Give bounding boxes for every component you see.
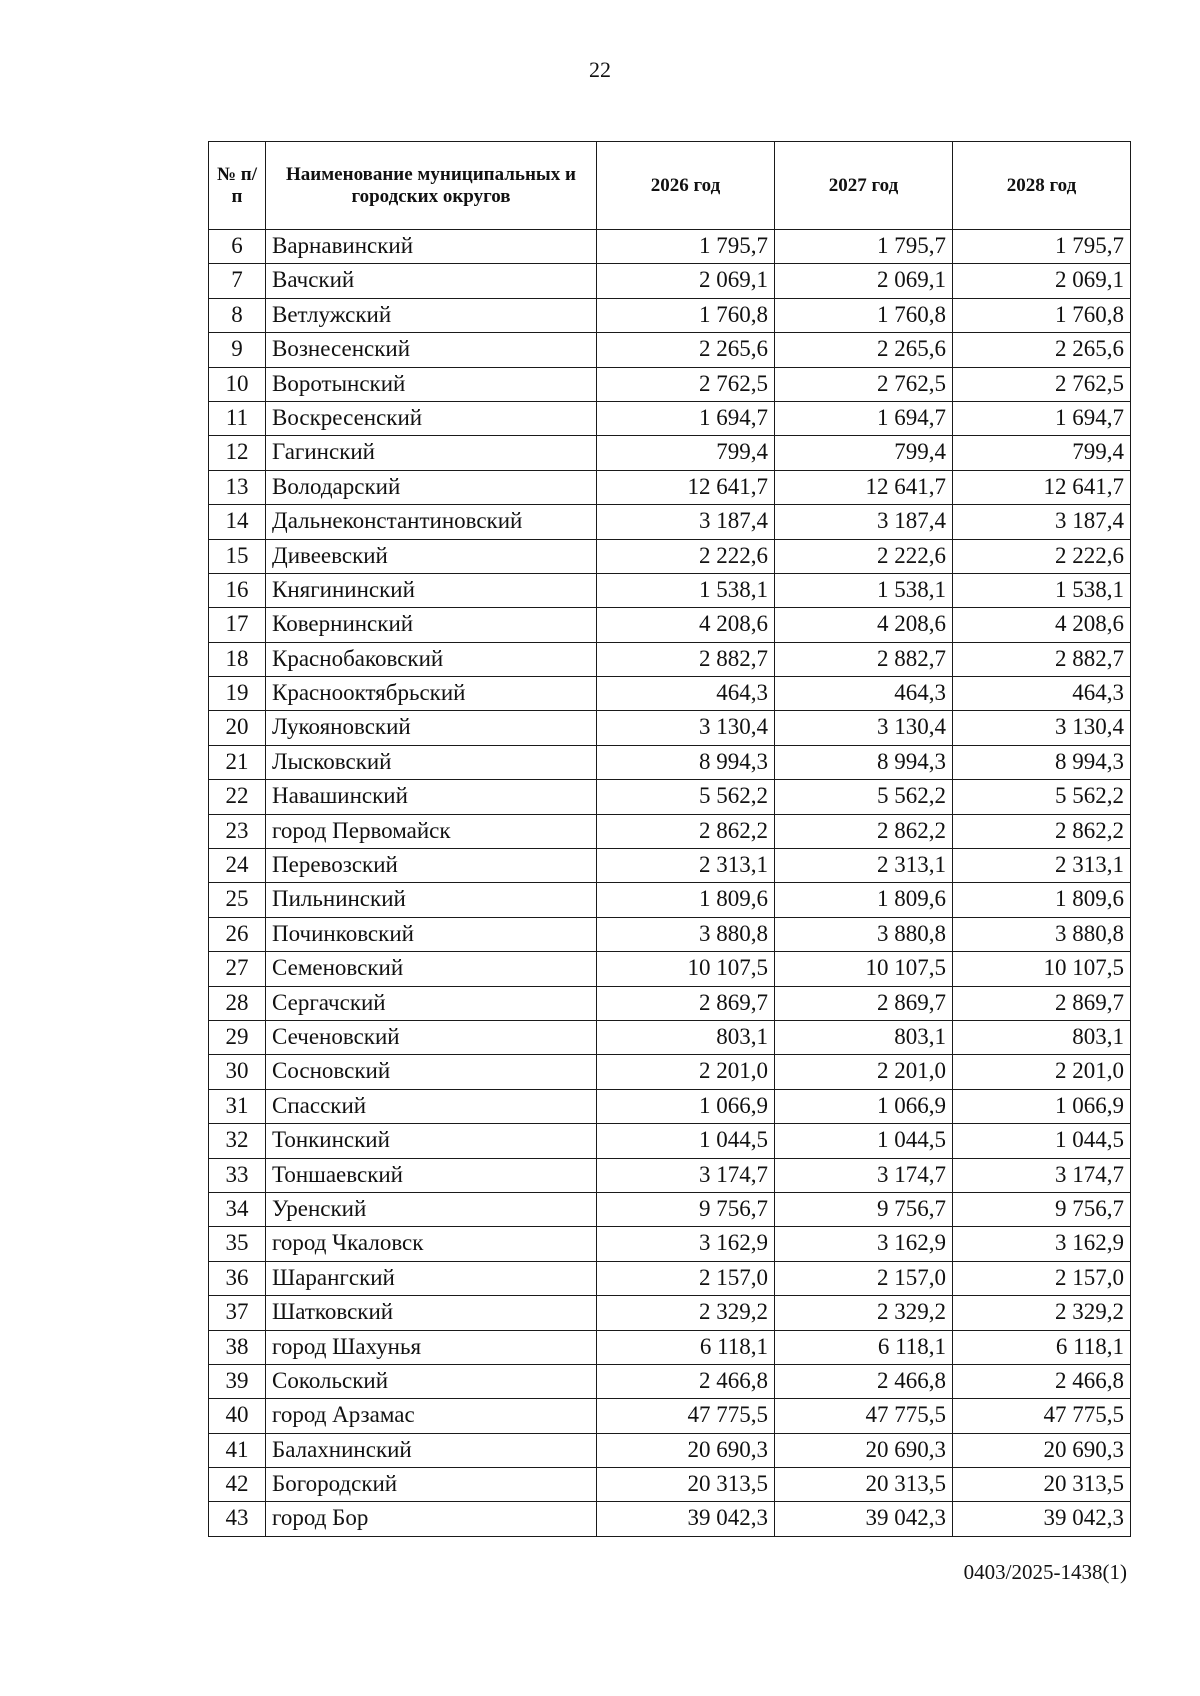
municipality-name-cell: Вачский xyxy=(266,264,597,298)
value-2028-cell: 1 795,7 xyxy=(953,230,1131,264)
municipality-name-cell: Краснооктябрьский xyxy=(266,677,597,711)
value-2028-cell: 2 201,0 xyxy=(953,1055,1131,1089)
value-2026-cell: 3 880,8 xyxy=(597,917,775,951)
row-number-cell: 7 xyxy=(209,264,266,298)
page-number: 22 xyxy=(589,57,611,82)
table-row xyxy=(209,1192,1131,1226)
row-number-cell: 10 xyxy=(209,367,266,401)
value-2027-cell: 2 329,2 xyxy=(775,1296,953,1330)
value-2026-cell: 4 208,6 xyxy=(597,608,775,642)
value-2027-cell: 2 882,7 xyxy=(775,642,953,676)
municipality-name-cell: Навашинский xyxy=(266,780,597,814)
value-2026-cell: 20 690,3 xyxy=(597,1433,775,1467)
row-number-cell: 17 xyxy=(209,608,266,642)
value-2026-cell: 2 466,8 xyxy=(597,1364,775,1398)
header-year-2028: 2028 год xyxy=(953,142,1131,230)
table-header xyxy=(209,142,1131,230)
value-2027-cell: 20 690,3 xyxy=(775,1433,953,1467)
value-2028-cell: 12 641,7 xyxy=(953,470,1131,504)
municipality-name-cell: Ветлужский xyxy=(266,298,597,332)
value-2028-cell: 464,3 xyxy=(953,677,1131,711)
value-2028-cell: 2 329,2 xyxy=(953,1296,1131,1330)
municipality-name-cell: Дальнеконстантиновский xyxy=(266,505,597,539)
value-2027-cell: 2 222,6 xyxy=(775,539,953,573)
value-2028-cell: 3 130,4 xyxy=(953,711,1131,745)
row-number-cell: 32 xyxy=(209,1124,266,1158)
municipality-name-cell: город Арзамас xyxy=(266,1399,597,1433)
value-2026-cell: 1 066,9 xyxy=(597,1089,775,1123)
value-2027-cell: 2 265,6 xyxy=(775,333,953,367)
value-2028-cell: 3 187,4 xyxy=(953,505,1131,539)
municipality-name-cell: Вознесенский xyxy=(266,333,597,367)
row-number-cell: 24 xyxy=(209,849,266,883)
value-2026-cell: 20 313,5 xyxy=(597,1468,775,1502)
value-2028-cell: 3 174,7 xyxy=(953,1158,1131,1192)
value-2027-cell: 6 118,1 xyxy=(775,1330,953,1364)
row-number-cell: 27 xyxy=(209,952,266,986)
value-2027-cell: 2 201,0 xyxy=(775,1055,953,1089)
value-2028-cell: 2 869,7 xyxy=(953,986,1131,1020)
table-row xyxy=(209,986,1131,1020)
municipality-name-cell: Воскресенский xyxy=(266,401,597,435)
row-number-cell: 40 xyxy=(209,1399,266,1433)
table-row xyxy=(209,1296,1131,1330)
row-number-cell: 26 xyxy=(209,917,266,951)
value-2028-cell: 2 069,1 xyxy=(953,264,1131,298)
table-body xyxy=(209,230,1131,1537)
value-2028-cell: 39 042,3 xyxy=(953,1502,1131,1536)
value-2027-cell: 2 157,0 xyxy=(775,1261,953,1295)
document-code: 0403/2025-1438(1) xyxy=(963,1560,1127,1584)
value-2028-cell: 3 162,9 xyxy=(953,1227,1131,1261)
row-number-cell: 31 xyxy=(209,1089,266,1123)
municipality-name-cell: Тонкинский xyxy=(266,1124,597,1158)
municipality-name-cell: Дивеевский xyxy=(266,539,597,573)
municipality-name-cell: Сеченовский xyxy=(266,1020,597,1054)
value-2028-cell: 2 862,2 xyxy=(953,814,1131,848)
header-row xyxy=(209,142,1131,230)
municipality-name-cell: Воротынский xyxy=(266,367,597,401)
table-row xyxy=(209,264,1131,298)
row-number-cell: 25 xyxy=(209,883,266,917)
value-2027-cell: 2 313,1 xyxy=(775,849,953,883)
table-row xyxy=(209,745,1131,779)
value-2028-cell: 1 694,7 xyxy=(953,401,1131,435)
value-2028-cell: 47 775,5 xyxy=(953,1399,1131,1433)
value-2027-cell: 1 694,7 xyxy=(775,401,953,435)
value-2027-cell: 1 538,1 xyxy=(775,573,953,607)
value-2026-cell: 2 862,2 xyxy=(597,814,775,848)
row-number-cell: 35 xyxy=(209,1227,266,1261)
row-number-cell: 41 xyxy=(209,1433,266,1467)
municipality-name-cell: город Первомайск xyxy=(266,814,597,848)
value-2027-cell: 2 069,1 xyxy=(775,264,953,298)
row-number-cell: 23 xyxy=(209,814,266,848)
row-number-cell: 14 xyxy=(209,505,266,539)
value-2028-cell: 2 313,1 xyxy=(953,849,1131,883)
value-2027-cell: 39 042,3 xyxy=(775,1502,953,1536)
table-row xyxy=(209,333,1131,367)
municipality-name-cell: Сосновский xyxy=(266,1055,597,1089)
value-2027-cell: 2 466,8 xyxy=(775,1364,953,1398)
table-row xyxy=(209,883,1131,917)
value-2027-cell: 3 187,4 xyxy=(775,505,953,539)
value-2028-cell: 9 756,7 xyxy=(953,1192,1131,1226)
row-number-cell: 33 xyxy=(209,1158,266,1192)
table-row xyxy=(209,608,1131,642)
value-2027-cell: 464,3 xyxy=(775,677,953,711)
value-2027-cell: 3 880,8 xyxy=(775,917,953,951)
value-2026-cell: 10 107,5 xyxy=(597,952,775,986)
row-number-cell: 6 xyxy=(209,230,266,264)
municipality-name-cell: Балахнинский xyxy=(266,1433,597,1467)
table-row xyxy=(209,539,1131,573)
row-number-cell: 16 xyxy=(209,573,266,607)
value-2026-cell: 1 694,7 xyxy=(597,401,775,435)
municipality-name-cell: Сокольский xyxy=(266,1364,597,1398)
row-number-cell: 12 xyxy=(209,436,266,470)
value-2027-cell: 4 208,6 xyxy=(775,608,953,642)
header-number: № п/п xyxy=(209,142,266,230)
row-number-cell: 39 xyxy=(209,1364,266,1398)
municipality-name-cell: Лысковский xyxy=(266,745,597,779)
value-2026-cell: 803,1 xyxy=(597,1020,775,1054)
value-2028-cell: 8 994,3 xyxy=(953,745,1131,779)
value-2027-cell: 9 756,7 xyxy=(775,1192,953,1226)
table-row xyxy=(209,1089,1131,1123)
value-2028-cell: 2 466,8 xyxy=(953,1364,1131,1398)
row-number-cell: 9 xyxy=(209,333,266,367)
value-2028-cell: 10 107,5 xyxy=(953,952,1131,986)
value-2027-cell: 803,1 xyxy=(775,1020,953,1054)
value-2026-cell: 9 756,7 xyxy=(597,1192,775,1226)
municipality-name-cell: Тоншаевский xyxy=(266,1158,597,1192)
value-2026-cell: 6 118,1 xyxy=(597,1330,775,1364)
municipality-name-cell: Сергачский xyxy=(266,986,597,1020)
value-2028-cell: 1 044,5 xyxy=(953,1124,1131,1158)
value-2026-cell: 1 760,8 xyxy=(597,298,775,332)
value-2026-cell: 12 641,7 xyxy=(597,470,775,504)
value-2026-cell: 2 762,5 xyxy=(597,367,775,401)
value-2028-cell: 2 265,6 xyxy=(953,333,1131,367)
table-row xyxy=(209,1330,1131,1364)
table-row xyxy=(209,1227,1131,1261)
budget-table xyxy=(208,141,1131,1537)
value-2027-cell: 20 313,5 xyxy=(775,1468,953,1502)
table-row xyxy=(209,917,1131,951)
value-2028-cell: 2 157,0 xyxy=(953,1261,1131,1295)
value-2026-cell: 2 265,6 xyxy=(597,333,775,367)
table-row xyxy=(209,436,1131,470)
header-year-2026: 2026 год xyxy=(597,142,775,230)
table-row xyxy=(209,711,1131,745)
municipality-name-cell: Богородский xyxy=(266,1468,597,1502)
value-2026-cell: 1 538,1 xyxy=(597,573,775,607)
row-number-cell: 43 xyxy=(209,1502,266,1536)
value-2026-cell: 3 130,4 xyxy=(597,711,775,745)
table-row xyxy=(209,298,1131,332)
row-number-cell: 38 xyxy=(209,1330,266,1364)
value-2028-cell: 803,1 xyxy=(953,1020,1131,1054)
value-2027-cell: 2 862,2 xyxy=(775,814,953,848)
municipality-name-cell: Пильнинский xyxy=(266,883,597,917)
value-2028-cell: 6 118,1 xyxy=(953,1330,1131,1364)
value-2026-cell: 2 069,1 xyxy=(597,264,775,298)
municipality-name-cell: Перевозский xyxy=(266,849,597,883)
table-row xyxy=(209,849,1131,883)
value-2028-cell: 2 882,7 xyxy=(953,642,1131,676)
value-2026-cell: 2 329,2 xyxy=(597,1296,775,1330)
value-2026-cell: 464,3 xyxy=(597,677,775,711)
value-2026-cell: 2 313,1 xyxy=(597,849,775,883)
value-2027-cell: 3 130,4 xyxy=(775,711,953,745)
value-2027-cell: 1 795,7 xyxy=(775,230,953,264)
table-row xyxy=(209,952,1131,986)
header-municipality: Наименование муниципальных и городских округов xyxy=(266,142,597,230)
table-row xyxy=(209,230,1131,264)
municipality-name-cell: город Чкаловск xyxy=(266,1227,597,1261)
value-2028-cell: 20 313,5 xyxy=(953,1468,1131,1502)
value-2026-cell: 3 187,4 xyxy=(597,505,775,539)
value-2028-cell: 1 538,1 xyxy=(953,573,1131,607)
municipality-name-cell: город Бор xyxy=(266,1502,597,1536)
value-2028-cell: 5 562,2 xyxy=(953,780,1131,814)
table-row xyxy=(209,780,1131,814)
municipality-name-cell: Ковернинский xyxy=(266,608,597,642)
value-2027-cell: 3 162,9 xyxy=(775,1227,953,1261)
value-2026-cell: 2 201,0 xyxy=(597,1055,775,1089)
value-2027-cell: 1 809,6 xyxy=(775,883,953,917)
value-2027-cell: 2 869,7 xyxy=(775,986,953,1020)
value-2028-cell: 1 066,9 xyxy=(953,1089,1131,1123)
municipality-name-cell: Гагинский xyxy=(266,436,597,470)
value-2026-cell: 47 775,5 xyxy=(597,1399,775,1433)
value-2028-cell: 1 809,6 xyxy=(953,883,1131,917)
table-row xyxy=(209,470,1131,504)
value-2027-cell: 47 775,5 xyxy=(775,1399,953,1433)
row-number-cell: 36 xyxy=(209,1261,266,1295)
value-2027-cell: 1 760,8 xyxy=(775,298,953,332)
municipality-name-cell: Починковский xyxy=(266,917,597,951)
row-number-cell: 13 xyxy=(209,470,266,504)
table-row xyxy=(209,1124,1131,1158)
value-2028-cell: 799,4 xyxy=(953,436,1131,470)
value-2026-cell: 2 869,7 xyxy=(597,986,775,1020)
table-row xyxy=(209,1399,1131,1433)
value-2028-cell: 4 208,6 xyxy=(953,608,1131,642)
row-number-cell: 15 xyxy=(209,539,266,573)
value-2026-cell: 799,4 xyxy=(597,436,775,470)
table-row xyxy=(209,642,1131,676)
municipality-name-cell: Володарский xyxy=(266,470,597,504)
value-2026-cell: 2 157,0 xyxy=(597,1261,775,1295)
municipality-name-cell: Шатковский xyxy=(266,1296,597,1330)
row-number-cell: 37 xyxy=(209,1296,266,1330)
table-row xyxy=(209,573,1131,607)
row-number-cell: 42 xyxy=(209,1468,266,1502)
value-2028-cell: 2 762,5 xyxy=(953,367,1131,401)
value-2026-cell: 1 044,5 xyxy=(597,1124,775,1158)
value-2027-cell: 8 994,3 xyxy=(775,745,953,779)
municipality-name-cell: Уренский xyxy=(266,1192,597,1226)
value-2026-cell: 1 809,6 xyxy=(597,883,775,917)
row-number-cell: 20 xyxy=(209,711,266,745)
value-2026-cell: 39 042,3 xyxy=(597,1502,775,1536)
value-2026-cell: 2 222,6 xyxy=(597,539,775,573)
value-2027-cell: 799,4 xyxy=(775,436,953,470)
value-2026-cell: 2 882,7 xyxy=(597,642,775,676)
row-number-cell: 22 xyxy=(209,780,266,814)
value-2028-cell: 20 690,3 xyxy=(953,1433,1131,1467)
header-year-2027: 2027 год xyxy=(775,142,953,230)
value-2026-cell: 8 994,3 xyxy=(597,745,775,779)
table-row xyxy=(209,1158,1131,1192)
municipality-name-cell: Семеновский xyxy=(266,952,597,986)
value-2027-cell: 2 762,5 xyxy=(775,367,953,401)
value-2027-cell: 5 562,2 xyxy=(775,780,953,814)
table-row xyxy=(209,1055,1131,1089)
value-2027-cell: 3 174,7 xyxy=(775,1158,953,1192)
value-2026-cell: 1 795,7 xyxy=(597,230,775,264)
row-number-cell: 29 xyxy=(209,1020,266,1054)
row-number-cell: 34 xyxy=(209,1192,266,1226)
municipality-name-cell: город Шахунья xyxy=(266,1330,597,1364)
table-row xyxy=(209,505,1131,539)
value-2028-cell: 2 222,6 xyxy=(953,539,1131,573)
value-2027-cell: 1 066,9 xyxy=(775,1089,953,1123)
row-number-cell: 21 xyxy=(209,745,266,779)
row-number-cell: 30 xyxy=(209,1055,266,1089)
table-row xyxy=(209,677,1131,711)
table-row xyxy=(209,1502,1131,1536)
row-number-cell: 19 xyxy=(209,677,266,711)
table-row xyxy=(209,401,1131,435)
value-2027-cell: 10 107,5 xyxy=(775,952,953,986)
value-2026-cell: 5 562,2 xyxy=(597,780,775,814)
value-2028-cell: 3 880,8 xyxy=(953,917,1131,951)
value-2027-cell: 1 044,5 xyxy=(775,1124,953,1158)
municipality-name-cell: Шарангский xyxy=(266,1261,597,1295)
value-2028-cell: 1 760,8 xyxy=(953,298,1131,332)
table-row xyxy=(209,1433,1131,1467)
municipality-name-cell: Лукояновский xyxy=(266,711,597,745)
value-2026-cell: 3 174,7 xyxy=(597,1158,775,1192)
table-row xyxy=(209,1468,1131,1502)
row-number-cell: 11 xyxy=(209,401,266,435)
municipality-name-cell: Варнавинский xyxy=(266,230,597,264)
value-2027-cell: 12 641,7 xyxy=(775,470,953,504)
municipality-name-cell: Краснобаковский xyxy=(266,642,597,676)
row-number-cell: 18 xyxy=(209,642,266,676)
table-row xyxy=(209,367,1131,401)
table-row xyxy=(209,1020,1131,1054)
value-2026-cell: 3 162,9 xyxy=(597,1227,775,1261)
table-row xyxy=(209,814,1131,848)
municipality-name-cell: Княгининский xyxy=(266,573,597,607)
table-row xyxy=(209,1364,1131,1398)
table-row xyxy=(209,1261,1131,1295)
row-number-cell: 8 xyxy=(209,298,266,332)
municipality-name-cell: Спасский xyxy=(266,1089,597,1123)
row-number-cell: 28 xyxy=(209,986,266,1020)
